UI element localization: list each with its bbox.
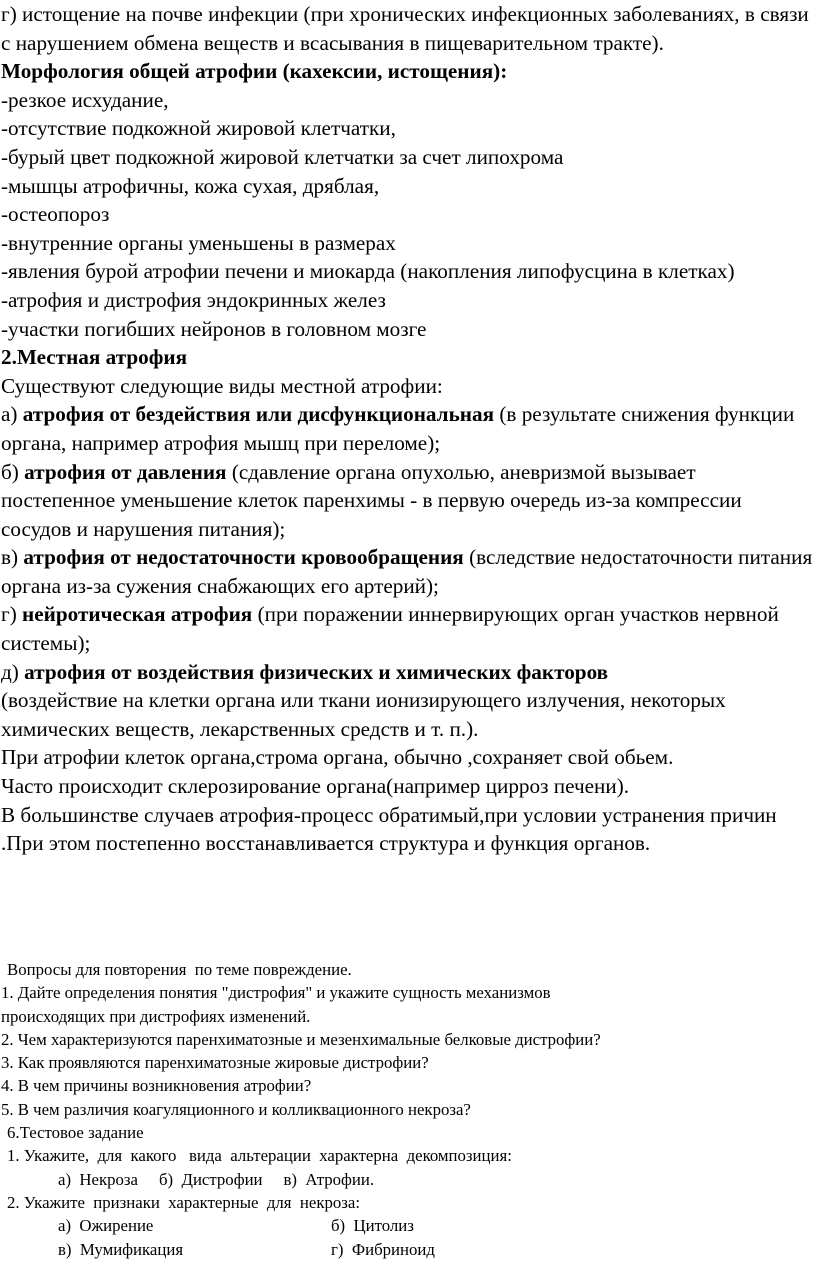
option: в) Мумификация — [58, 1239, 184, 1259]
list-item: -бурый цвет подкожной жировой клетчатки за счет липохрома — [1, 144, 564, 169]
test-question-1: 1. Укажите, для какого вида альтерации характерна декомпозиция: — [7, 1146, 512, 1166]
local-atrophy-item: д) атрофия от воздействия физических и химических факторов (воздействие на клетки органа или ткани ионизирующего излучения, некоторых химических веществ, лекарственных средств и т. п.). — [1, 659, 726, 741]
test-title: 6.Тестовое задание — [7, 1123, 144, 1143]
local-atrophy-item: б) атрофия от давления (сдавление органа опухолью, аневризмой вызывает постепенное уменьшение клеток паренхимы - в первую очередь из-за компрессии сосудов и нарушения питания); — [1, 459, 742, 541]
review-question: 1. Дайте определения понятия "дистрофия" и укажите сущность механизмов — [1, 983, 551, 1003]
review-question: 5. В чем различия коагуляционного и колликвационного некроза? — [1, 1099, 471, 1119]
list-item: -участки погибших нейронов в головном мозге — [1, 316, 427, 341]
test-question-2: 2. Укажите признаки характерные для некроза: — [7, 1192, 360, 1212]
local-atrophy-intro: Существуют следующие виды местной атрофии: — [1, 373, 443, 398]
heading-local-atrophy: 2.Местная атрофия — [1, 345, 188, 370]
review-section — [1, 958, 813, 1261]
list-item: -внутренние органы уменьшены в размерах — [1, 230, 396, 255]
local-atrophy-item: г) нейротическая атрофия (при поражении иннервирующих орган участков нервной системы); — [1, 602, 779, 656]
closing-paragraph: Часто происходит склерозирование органа(например цирроз печени). — [1, 774, 630, 799]
local-atrophy-item: а) атрофия от бездействия или дисфункциональная (в результате снижения функции органа, например атрофия мышц при переломе); — [1, 402, 795, 455]
review-title: Вопросы для повторения по теме повреждение. — [7, 960, 352, 979]
list-item: -резкое исхудание, — [1, 87, 169, 112]
review-question: 2. Чем характеризуются паренхиматозные и мезенхимальные белковые дистрофии? — [1, 1029, 601, 1049]
closing-paragraph: В большинстве случаев атрофия-процесс обратимый,при условии устранения причин .При этом постепенно восстанавливается структура и функция органов. — [1, 802, 777, 856]
test-question-1-options: а) Некроза б) Дистрофии в) Атрофии. — [58, 1169, 375, 1189]
list-item: -остеопороз — [1, 202, 110, 227]
main-text — [1, 0, 813, 858]
review-question: 4. В чем причины возникновения атрофии? — [1, 1076, 312, 1096]
list-item: -явления бурой атрофии печени и миокарда (накопления липофусцина в клетках) — [1, 259, 735, 284]
review-question: 3. Как проявляются паренхиматозные жировые дистрофии? — [1, 1053, 429, 1073]
list-item: -атрофия и дистрофия эндокринных желез — [1, 287, 386, 312]
heading-general-atrophy-morphology: Морфология общей атрофии (кахексии, истощения): — [1, 59, 508, 84]
list-item: -мышцы атрофичны, кожа сухая, дряблая, — [1, 173, 380, 198]
test-question-2-options-row — [1, 1238, 813, 1261]
review-question: происходящих при дистрофиях изменений. — [1, 1006, 311, 1026]
test-question-2-options-row — [1, 1214, 813, 1237]
paragraph-exhaustion: г) истощение на почве инфекции (при хронических инфекционных заболеваниях, в связи с нарушением обмена веществ и всасывания в пищеварительном тракте). — [1, 2, 809, 55]
local-atrophy-item: в) атрофия от недостаточности кровообращения (вследствие недостаточности питания органа из-за сужения снабжающих его артерий); — [1, 545, 813, 598]
option: а) Ожирение — [58, 1216, 154, 1236]
option: б) Цитолиз — [331, 1216, 414, 1236]
option: г) Фибриноид — [331, 1239, 435, 1259]
list-item: -отсутствие подкожной жировой клетчатки, — [1, 116, 396, 141]
closing-paragraph: При атрофии клеток органа,строма органа, обычно ,сохраняет свой обьем. — [1, 745, 674, 770]
